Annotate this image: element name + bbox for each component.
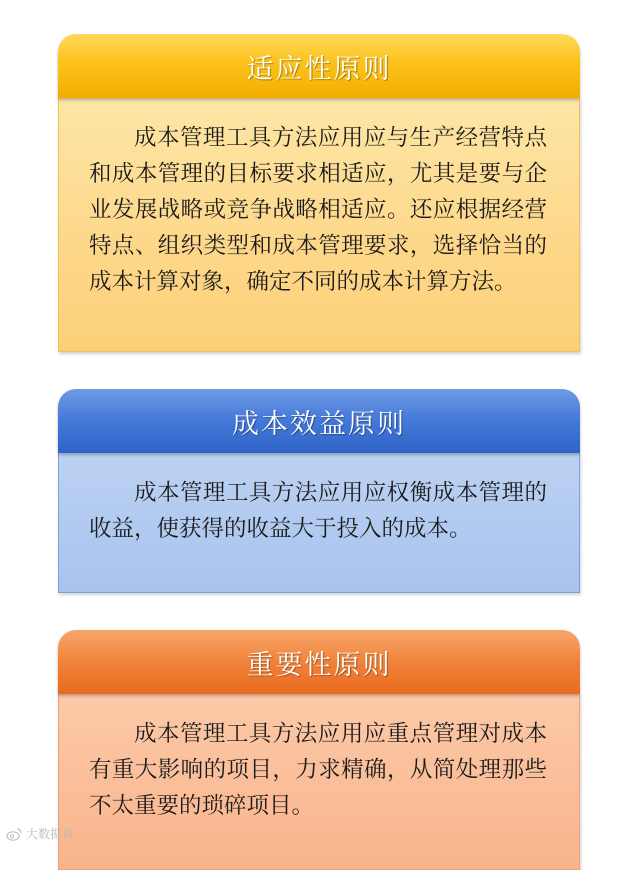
watermark bbox=[6, 825, 74, 842]
card-text: 成本管理工具方法应用应权衡成本管理的收益，使获得的收益大于投入的成本。 bbox=[89, 480, 547, 542]
card-body bbox=[58, 694, 580, 870]
card-adaptability-principle bbox=[58, 34, 580, 352]
card-body bbox=[58, 98, 580, 352]
card-text: 成本管理工具方法应用应重点管理对成本有重大影响的项目，力求精确，从简处理那些不太重要的琐碎项目。 bbox=[89, 721, 547, 819]
card-title: 重要性原则 bbox=[58, 630, 580, 694]
card-title: 成本效益原则 bbox=[58, 389, 580, 453]
card-title: 适应性原则 bbox=[58, 34, 580, 98]
card-cost-benefit-principle bbox=[58, 389, 580, 593]
weibo-icon bbox=[6, 827, 22, 841]
watermark-text: 大数据说 bbox=[26, 827, 75, 841]
card-text: 成本管理工具方法应用应与生产经营特点和成本管理的目标要求相适应，尤其是要与企业发展战略或竞争战略相适应。还应根据经营特点、组织类型和成本管理要求，选择恰当的成本计算对象，确定不同的成本计算方法。 bbox=[89, 125, 547, 295]
card-body bbox=[58, 453, 580, 593]
card-importance-principle bbox=[58, 630, 580, 870]
